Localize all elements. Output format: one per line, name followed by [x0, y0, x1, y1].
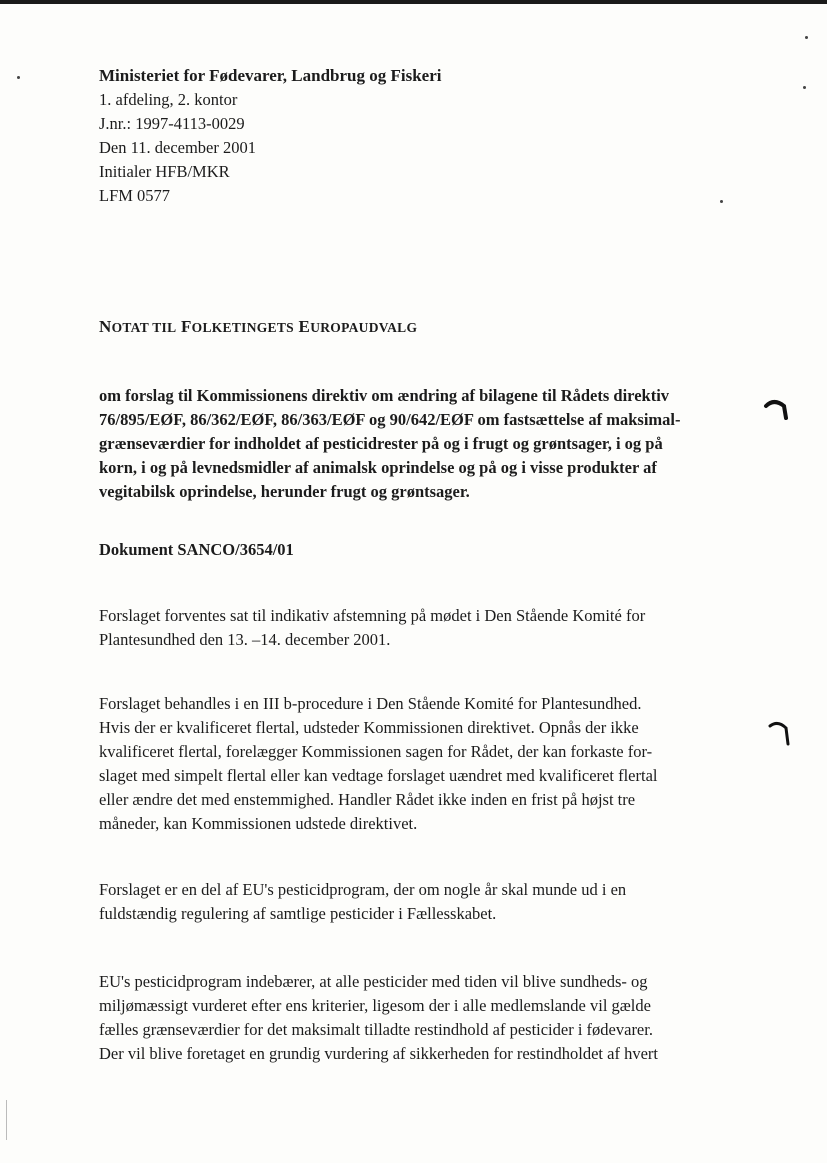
journal-number: J.nr.: 1997-4113-0029: [99, 114, 245, 133]
ministry-name: Ministeriet for Fødevarer, Landbrug og Fiskeri: [99, 66, 442, 85]
punch-hole-mark-upper: [762, 396, 790, 424]
letterhead: [99, 64, 739, 208]
paragraph-vote: Forslaget forventes sat til indikativ afstemning på mødet i Den Stående Komité for Plantesundhed den 13. –14. december 2001.: [99, 606, 646, 649]
scan-speck: [803, 86, 806, 89]
initials-line: Initialer HFB/MKR: [99, 162, 230, 181]
reference-code: LFM 0577: [99, 186, 171, 205]
subject-paragraph: om forslag til Kommissionens direktiv om ændring af bilagene til Rådets direktiv 76/895/EØF, 86/362/EØF, 86/363/EØF og 90/642/EØF om fastsættelse af maksimal- grænseværdier for indholdet af pesticidrester på og i frugt og grøntsager, i og på korn, i og på levnedsmidler af animalsk oprindelse og på og i visse produkter af vegitabilsk oprindelse, herunder frugt og grøntsager.: [99, 386, 681, 501]
paragraph-procedure: Forslaget behandles i en III b-procedure i Den Stående Komité for Plantesundhed. Hvis der er kvalificeret flertal, udsteder Kommissionen direktivet. Opnås der ikke kvalificeret flertal, forelægger Kommissionen sagen for Rådet, der kan forkaste for- slaget med simpelt flertal eller kan vedtage forslaget uændret med kvalificeret flertal eller ændre det med enstemmighed. Handler Rådet ikke inden en frist på højst tre måneder, kan Kommissionen udstede direktivet.: [99, 694, 658, 833]
scan-top-edge: [0, 0, 827, 4]
scan-speck: [720, 200, 723, 203]
punch-hole-mark-lower: [766, 718, 794, 748]
document-title: NOTAT TIL FOLKETINGETS EUROPAUDVALG: [99, 317, 418, 336]
document-date: Den 11. december 2001: [99, 138, 256, 157]
paragraph-program-details: EU's pesticidprogram indebærer, at alle pesticider med tiden vil blive sundheds- og miljømæssigt vurderet efter ens kriterier, ligesom der i alle medlemslande vil gælde fælles grænseværdier for det maksimalt tilladte restindhold af pesticider i fødevarer. Der vil blive foretaget en grundig vurdering af sikkerheden for restindholdet af hvert: [99, 972, 658, 1063]
scan-edge-line: [6, 1100, 7, 1140]
document-reference: Dokument SANCO/3654/01: [99, 540, 294, 559]
scan-speck: [17, 76, 20, 79]
scan-speck: [805, 36, 808, 39]
paragraph-program: Forslaget er en del af EU's pesticidprogram, der om nogle år skal munde ud i en fuldstændig regulering af samtlige pesticider i Fællesskabet.: [99, 880, 627, 923]
department-line: 1. afdeling, 2. kontor: [99, 90, 238, 109]
